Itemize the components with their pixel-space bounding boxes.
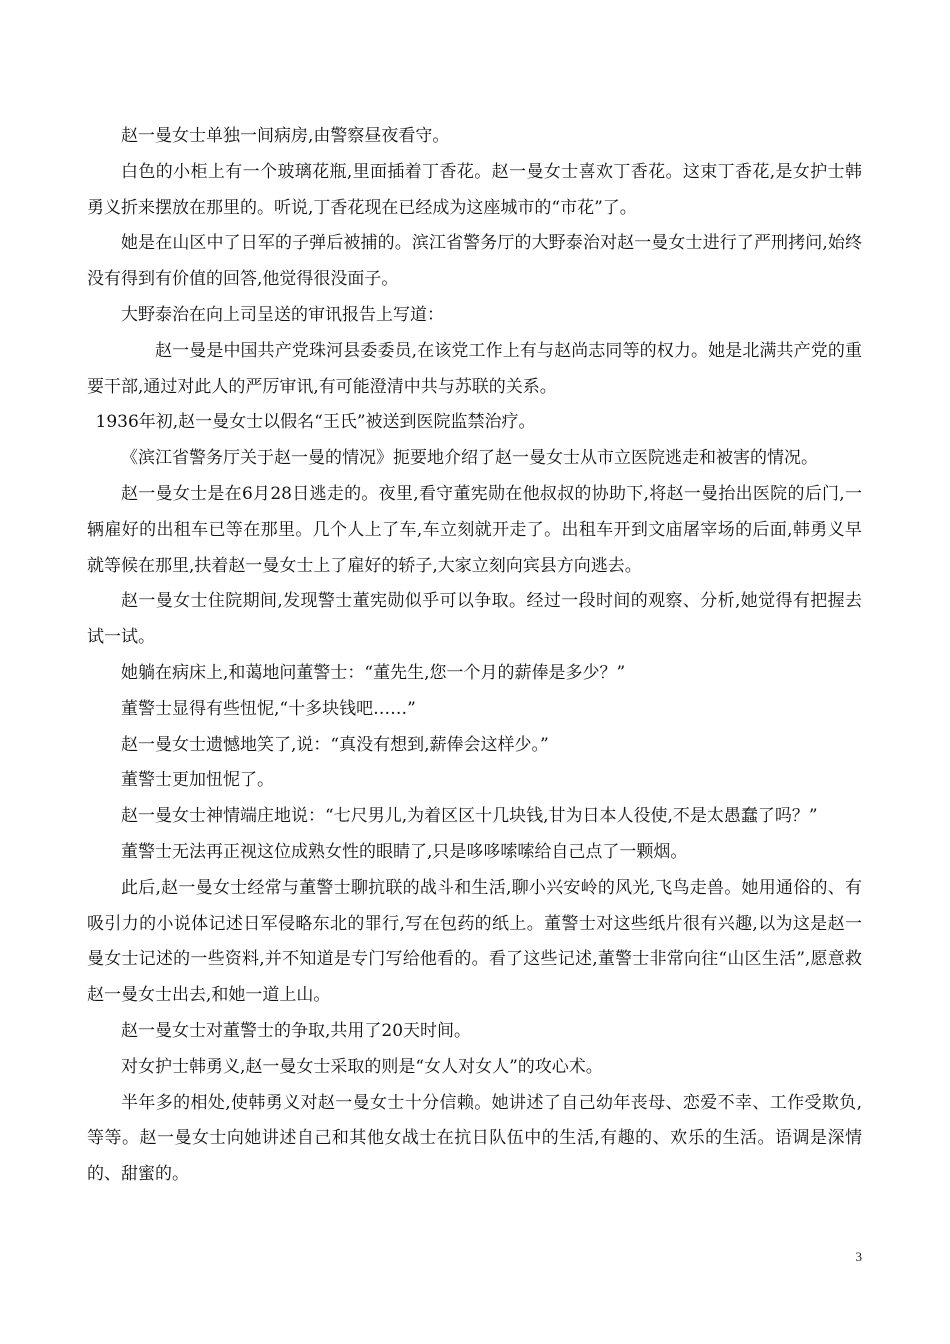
paragraph: 赵一曼女士住院期间,发现警士董宪勋似乎可以争取。经过一段时间的观察、分析,她觉得有把握去试一试。 <box>87 591 862 648</box>
paragraph: 赵一曼女士是在6月28日逃走的。夜里,看守董宪勋在他叔叔的协助下,将赵一曼抬出医院的后门,一辆雇好的出租车已等在那里。几个人上了车,车立刻就开走了。出租车开到文庙屠宰场的后面,韩勇义早就等候在那里,扶着赵一曼女士上了雇好的轿子,大家立刻向宾县方向逃去。 <box>87 483 862 576</box>
paragraph: 1936年初,赵一曼女士以假名“王氏”被送到医院监禁治疗。 <box>95 412 536 433</box>
paragraph: 她是在山区中了日军的子弹后被捕的。滨江省警务厅的大野泰治对赵一曼女士进行了严刑拷问,始终没有得到有价值的回答,他觉得很没面子。 <box>87 233 862 290</box>
paragraph: 《滨江省警务厅关于赵一曼的情况》扼要地介绍了赵一曼女士从市立医院逃走和被害的情况。 <box>121 448 818 469</box>
page-number: 3 <box>855 1249 862 1264</box>
paragraph: 半年多的相处,使韩勇义对赵一曼女士十分信赖。她讲述了自己幼年丧母、恋爱不幸、工作受欺负,等等。赵一曼女士向她讲述自己和其他女战士在抗日队伍中的生活,有趣的、欢乐的生活。语调是深情的、甜蜜的。 <box>87 1092 862 1185</box>
paragraph: 白色的小柜上有一个玻璃花瓶,里面插着丁香花。赵一曼女士喜欢丁香花。这束丁香花,是女护士韩勇义折来摆放在那里的。听说,丁香花现在已经成为这座城市的“市花”了。 <box>87 161 862 218</box>
paragraph: 赵一曼女士遗憾地笑了,说：“真没有想到,薪俸会这样少。” <box>121 734 549 755</box>
paragraph: 赵一曼女士单独一间病房,由警察昼夜看守。 <box>121 126 450 146</box>
paragraph: 她躺在病床上,和蔼地问董警士：“董先生,您一个月的薪俸是多少？” <box>121 662 626 683</box>
paragraph: 董警士无法再正视这位成熟女性的眼睛了,只是哆哆嗦嗦给自己点了一颗烟。 <box>121 841 688 862</box>
paragraph: 董警士显得有些忸怩,“十多块钱吧……” <box>121 698 416 719</box>
quoted-report-paragraph: 赵一曼是中国共产党珠河县委委员,在该党工作上有与赵尚志同等的权力。她是北满共产党的重要干部,通过对此人的严厉审讯,有可能澄清中共与苏联的关系。 <box>87 340 862 397</box>
paragraph: 大野泰治在向上司呈送的审讯报告上写道： <box>121 304 444 325</box>
paragraph: 此后,赵一曼女士经常与董警士聊抗联的战斗和生活,聊小兴安岭的风光,飞鸟走兽。她用通俗的、有吸引力的小说体记述日军侵略东北的罪行,写在包药的纸上。董警士对这些纸片很有兴趣,以为这是赵一曼女士记述的一些资料,并不知道是专门写给他看的。看了这些记述,董警士非常向往“山区生活”,愿意救赵一曼女士出去,和她一道上山。 <box>87 877 862 1006</box>
paragraph: 赵一曼女士神情端庄地说：“七尺男儿,为着区区十几块钱,甘为日本人役使,不是太愚蠢了吗？” <box>121 806 818 827</box>
paragraph: 赵一曼女士对董警士的争取,共用了20天时间。 <box>121 1020 472 1041</box>
body-text <box>87 119 862 1193</box>
paragraph: 对女护士韩勇义,赵一曼女士采取的则是“女人对女人”的攻心术。 <box>121 1056 603 1077</box>
paragraph: 董警士更加忸怩了。 <box>121 770 274 791</box>
